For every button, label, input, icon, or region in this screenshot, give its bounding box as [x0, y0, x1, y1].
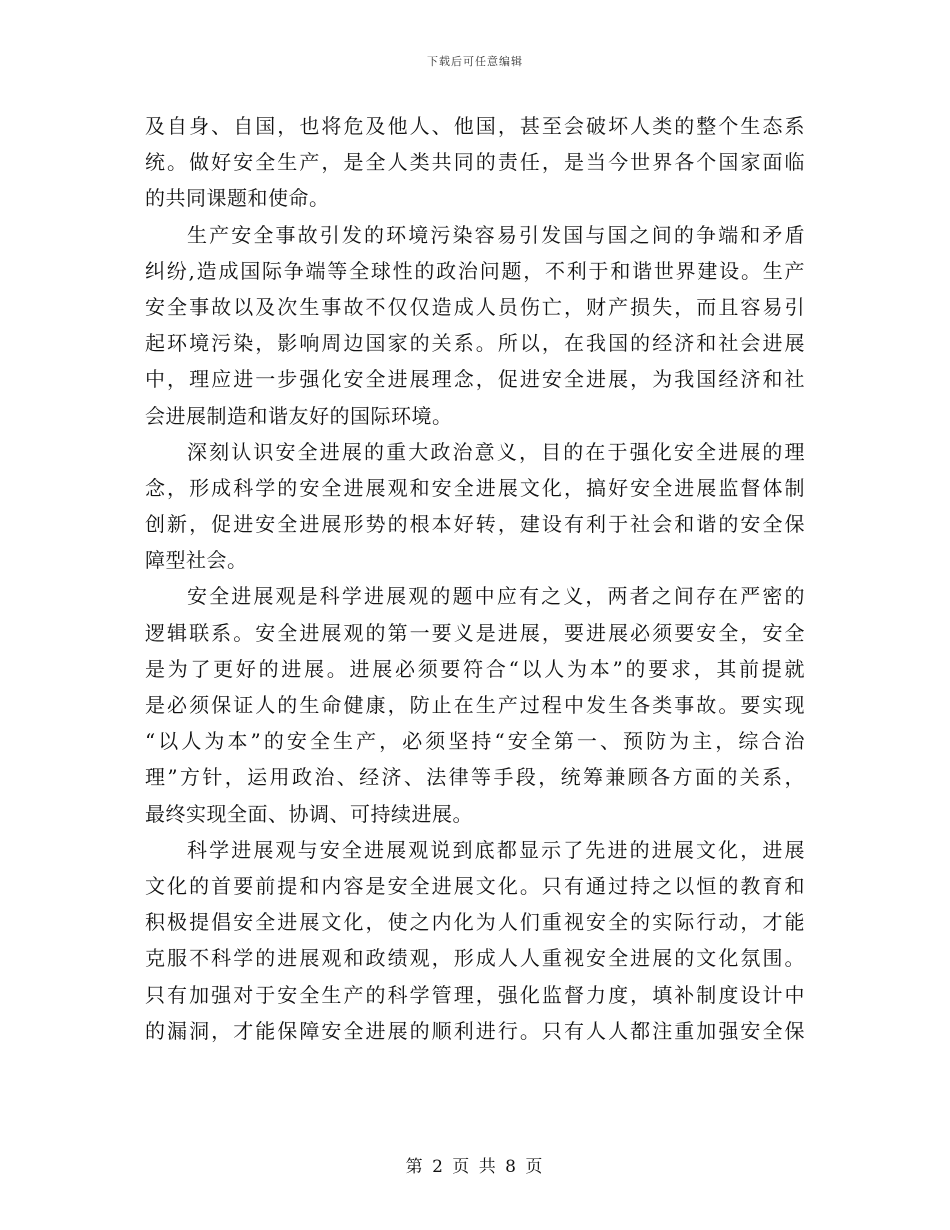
paragraph: [145, 217, 805, 434]
text-line: 的漏洞，才能保障安全进展的顺利进行。只有人人都注重加强安全保: [145, 1018, 805, 1043]
text-line: 理”方针，运用政治、经济、法律等手段，统筹兼顾各方面的关系，: [145, 765, 805, 790]
text-line: 克服不科学的进展观和政绩观，形成人人重视安全进展的文化氛围。: [145, 946, 805, 971]
text-line: 深刻认识安全进展的重大政治意义，目的在于强化安全进展的理: [187, 439, 805, 464]
text-line: 逻辑联系。安全进展观的第一要义是进展，要进展必须要安全，安全: [145, 620, 805, 645]
text-line: “以人为本”的安全生产，必须坚持“安全第一、预防为主，综合治: [145, 729, 805, 754]
page-header: 下载后可任意编辑: [427, 55, 523, 68]
text-line: 念，形成科学的安全进展观和安全进展文化，搞好安全进展监督体制: [145, 475, 805, 500]
text-line: 纠纷,造成国际争端等全球性的政治问题，不利于和谐世界建设。生产: [145, 258, 805, 283]
paragraph: [145, 578, 805, 831]
text-line: 是必须保证人的生命健康，防止在生产过程中发生各类事故。要实现: [145, 693, 805, 717]
text-line: 生产安全事故引发的环境污染容易引发国与国之间的争端和矛盾: [187, 222, 805, 247]
document-body: [145, 108, 805, 1049]
text-line: 安全进展观是科学进展观的题中应有之义，两者之间存在严密的: [187, 584, 805, 609]
text-line: 及自身、自国，也将危及他人、他国，甚至会破坏人类的整个生态系: [145, 114, 805, 138]
text-line: 统。做好安全生产，是全人类共同的责任，是当今世界各个国家面临: [145, 150, 805, 175]
text-line: 最终实现全面、协调、可持续进展。: [145, 801, 473, 826]
page-number-footer: 第 2 页 共 8 页: [405, 1157, 545, 1177]
paragraph: [145, 108, 805, 217]
text-line: 起环境污染，影响周边国家的关系。所以，在我国的经济和社会进展: [145, 331, 805, 356]
text-line: 是为了更好的进展。进展必须要符合“以人为本”的要求，其前提就: [145, 656, 805, 681]
text-line: 安全事故以及次生事故不仅仅造成人员伤亡，财产损失，而且容易引: [145, 294, 805, 319]
paragraph: [145, 434, 805, 579]
paragraph: [145, 832, 805, 1049]
text-line: 会进展制造和谐友好的国际环境。: [145, 403, 453, 428]
text-line: 创新，促进安全进展形势的根本好转，建设有利于社会和谐的安全保: [145, 512, 805, 537]
text-line: 文化的首要前提和内容是安全进展文化。只有通过持之以恒的教育和: [145, 873, 805, 898]
text-line: 积极提倡安全进展文化，使之内化为人们重视安全的实际行动，才能: [145, 910, 805, 935]
text-line: 只有加强对于安全生产的科学管理，强化监督力度，填补制度设计中: [145, 982, 805, 1007]
text-line: 障型社会。: [145, 548, 248, 573]
text-line: 科学进展观与安全进展观说到底都显示了先进的进展文化，进展: [187, 837, 805, 862]
text-line: 的共同课题和使命。: [145, 186, 330, 211]
text-line: 中，理应进一步强化安全进展理念，促进安全进展，为我国经济和社: [145, 367, 805, 392]
